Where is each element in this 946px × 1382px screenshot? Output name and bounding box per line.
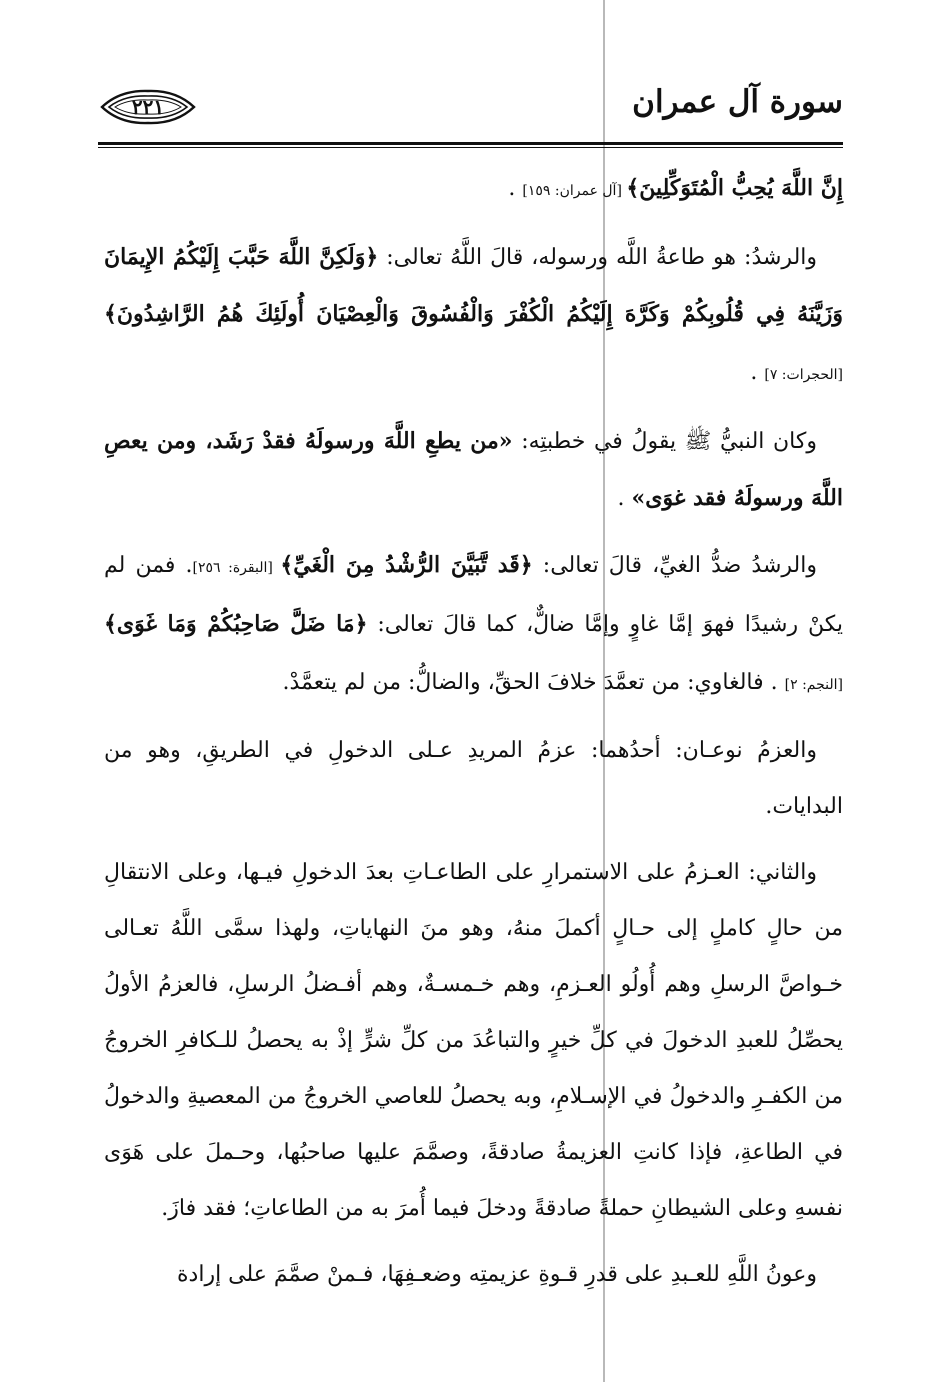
paragraph <box>104 160 843 219</box>
quran-verse: ﴿وَلَكِنَّ اللَّهَ حَبَّبَ إِلَيْكُمُ الإِيمَانَ وَزَيَّنَهُ فِي قُلُوبِكُمْ وَكَرَّهَ إِلَيْكُمُ الْكُفْرَ وَالْفُسُوقَ وَالْعِصْيَانَ أُولَئِكَ هُمُ الرَّاشِدُونَ﴾ <box>104 244 843 327</box>
paragraph <box>104 537 843 713</box>
body-text-segment: . <box>750 360 765 385</box>
body-text-segment: وعونُ اللَّهِ للعـبدِ على قدرِ قـوةِ عزيمتِه وضعـفِهَا، فـمنْ صمَّمَ على إرادة <box>177 1262 817 1287</box>
body-text-segment: . <box>508 176 523 201</box>
paragraph <box>104 229 843 403</box>
quran-verse: ﴿مَا ضَلَّ صَاحِبُكُمْ وَمَا غَوَى﴾ <box>104 611 368 637</box>
header-rule-thin <box>98 147 843 148</box>
surah-title: سورة آل عمران <box>632 84 843 120</box>
body-text-segment: والثاني: العـزمُ على الاستمرارِ على الطاعـاتِ بعدَ الدخولِ فيـها، وعلى الانتقالِ من حالٍ كاملٍ إلى حـالٍ أكملَ منهُ، وهو منَ النهاياتِ، ولهذا سمَّى اللَّهُ تعـالى خـواصَّ الرسلِ وهم أُولُو العـزمِ، وهم خـمسـةٌ، وهم أفـضلُ الرسلِ، فالعزمُ الأولُ يحصِّلُ للعبدِ الدخولَ في كلِّ خيرٍ والتباعُدَ من كلِّ شرٍّ إذْ به يحصلُ للـكافرِ الخروجُ من الكفـرِ والدخولُ في الإسـلامِ، وبه يحصلُ للعاصي الخروجُ من المعصيةِ والدخولُ في الطاعةِ، فإذا كانتِ العزيمةُ صادقةً، وصمَّمَ عليها صاحبُها، وحـملَ على هَوَى نفسهِ وعلى الشيطانِ حملةً صادقةً ودخلَ فيما أُمرَ به من الطاعاتِ؛ فقد فازَ. <box>104 860 844 1221</box>
paragraph <box>104 1247 843 1303</box>
body-text-segment: والرشدُ ضدُّ الغيِّ، قالَ تعالى: <box>532 553 817 578</box>
page-header <box>98 78 843 134</box>
page-body <box>104 160 843 1313</box>
verse-reference: [آل عمران: ١٥٩] <box>522 183 627 199</box>
header-rule-thick <box>98 142 843 145</box>
paragraph <box>104 723 843 835</box>
body-text-segment: . <box>617 486 632 511</box>
hadith-text: «من يطعِ اللَّهَ ورسولَهُ فقدْ رَشَد، ومن يعصِ اللَّهَ ورسولَهُ فقد غوَى» <box>104 428 843 511</box>
verse-reference: [الحجرات: ٧] <box>764 367 843 383</box>
body-text-segment: . فمن لم يكنْ رشيدًا فهوَ إمَّا غاوٍ وإمَّا ضالٌّ، كما قالَ تعالى: <box>104 553 843 637</box>
page-number-badge <box>98 88 198 126</box>
body-text-segment: والرشدُ: هو طاعةُ اللَّه ورسوله، قالَ اللَّهُ تعالى: <box>378 245 818 270</box>
quran-verse: إِنَّ اللَّهَ يُحِبُّ الْمُتَوَكِّلِينَ﴾ <box>626 175 843 201</box>
body-text-segment: . فالغاوي: من تعمَّدَ خلافَ الحقِّ، والضالُّ: من لم يتعمَّدْ. <box>282 670 785 695</box>
paragraph <box>104 845 843 1237</box>
quran-verse: ﴿قَد تَّبَيَّنَ الرُّشْدُ مِنَ الْغَيِّ﴾ <box>280 552 533 578</box>
verse-reference: [البقرة: ٢٥٦] <box>192 560 281 576</box>
body-text-segment: والعزمُ نوعـان: أحدُهما: عزمُ المريدِ عـلى الدخولِ في الطريقِ، وهو من البدايات. <box>104 738 843 819</box>
page-number: ٢٢١ <box>131 95 165 119</box>
body-text-segment: وكان النبيُّ ﷺ يقولُ في خطبتِه: <box>512 429 817 454</box>
verse-reference: [النجم: ٢] <box>784 677 843 693</box>
paragraph <box>104 413 843 527</box>
